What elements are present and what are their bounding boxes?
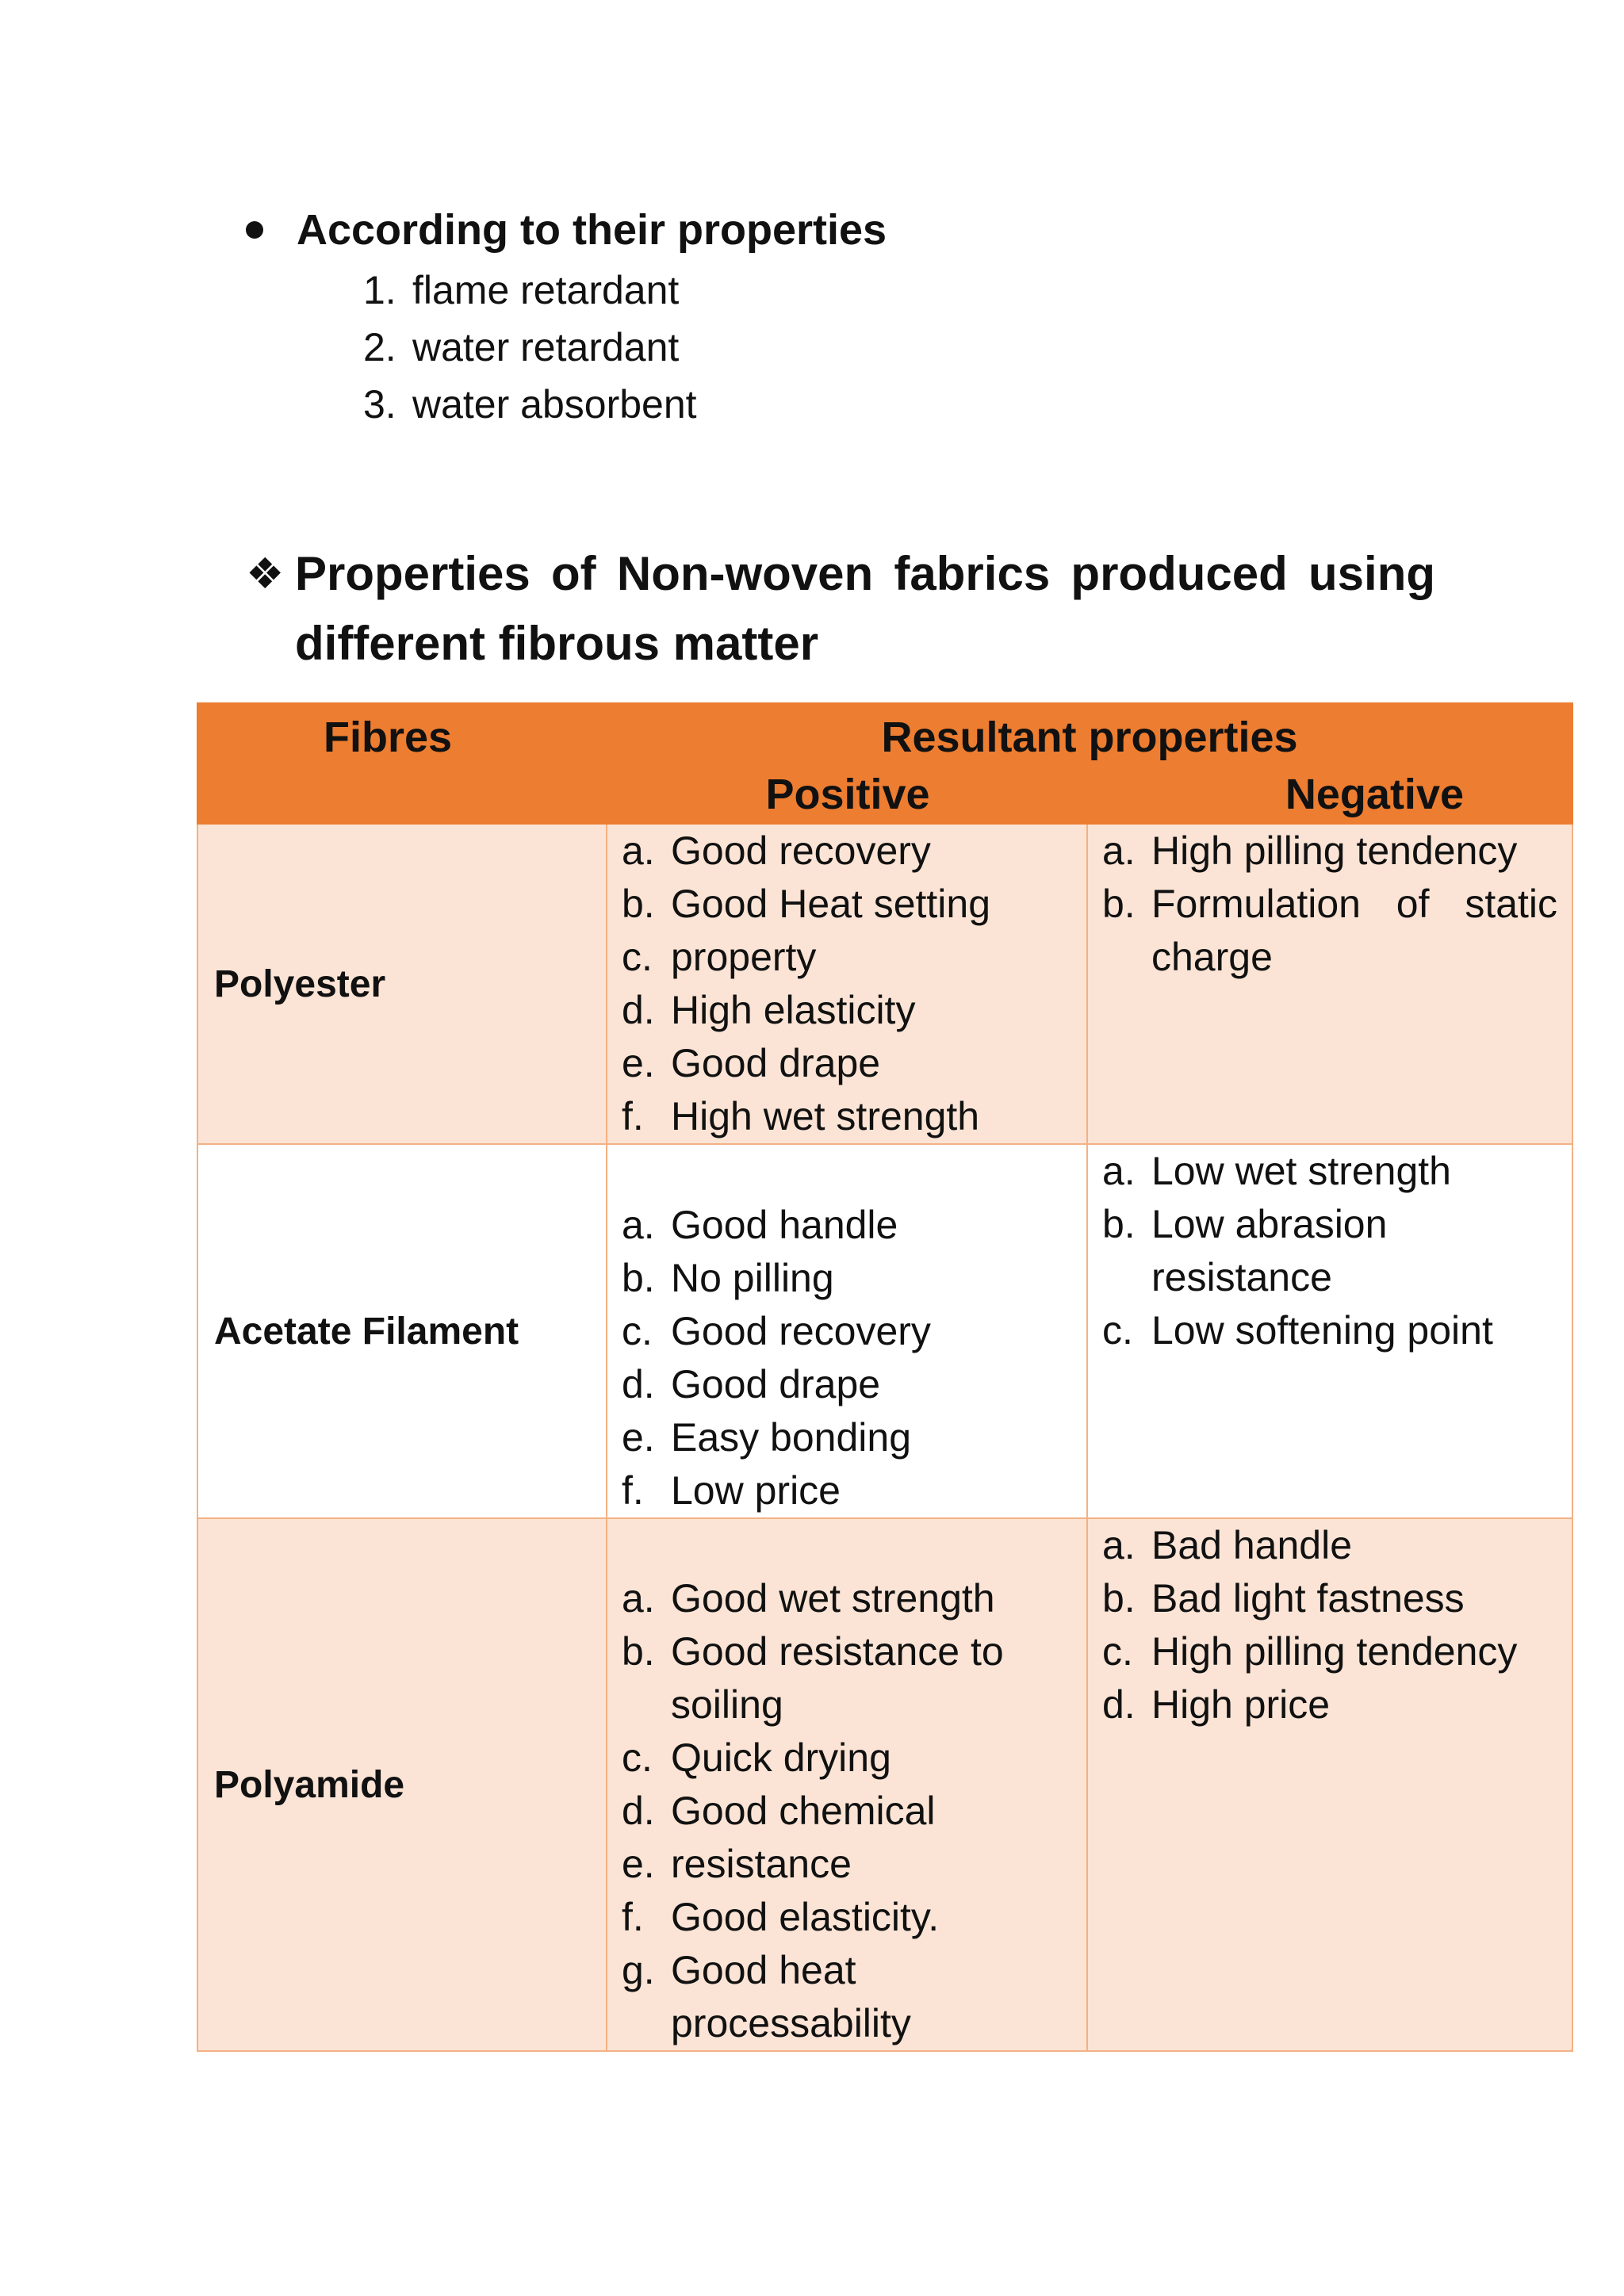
fibre-name: Polyester	[197, 824, 607, 1144]
list-item: b. Good Heat setting	[622, 882, 991, 926]
list-item: a. Bad handle	[1102, 1523, 1353, 1567]
list-item: b. Low abrasion resistance	[1102, 1202, 1388, 1299]
table-row-polyester	[197, 824, 1572, 1144]
header-resultant-properties	[607, 703, 1572, 824]
list-item: c. Good recovery	[622, 1309, 931, 1353]
negative-cell	[1087, 824, 1572, 1144]
fibre-name: Polyamide	[197, 1518, 607, 2051]
bullet-heading: According to their properties	[297, 206, 887, 254]
list-item: a. Good recovery	[622, 828, 931, 873]
numbered-list	[363, 262, 1435, 433]
list-item: c. Low softening point	[1102, 1308, 1493, 1353]
list-item: f. Good elasticity.	[622, 1895, 940, 1939]
table-header-row	[197, 703, 1572, 824]
list-item: f. High wet strength	[622, 1094, 980, 1138]
properties-table	[197, 702, 1573, 2052]
bullet-dot-icon	[246, 221, 263, 239]
list-item: d. High elasticity	[622, 988, 916, 1032]
list-item: e. Good drape	[622, 1041, 881, 1085]
fibre-name: Acetate Filament	[197, 1144, 607, 1518]
negative-cell	[1087, 1518, 1572, 2051]
properties-bullet-section	[246, 198, 1435, 433]
positive-cell	[607, 824, 1087, 1144]
list-item: a. Good handle	[622, 1203, 898, 1247]
list-item: 1. flame retardant	[363, 268, 680, 312]
four-diamond-bullet-icon: ❖	[246, 550, 285, 598]
header-positive: Positive	[765, 771, 930, 818]
section-title: Properties of Non-woven fabrics produced using different fibrous matter	[295, 547, 1435, 670]
list-item: f. Low price	[622, 1468, 841, 1513]
list-item: d. High price	[1102, 1682, 1331, 1727]
list-item: c. Quick drying	[622, 1735, 891, 1780]
table-row-acetate-filament	[197, 1144, 1572, 1518]
negative-cell	[1087, 1144, 1572, 1518]
header-fibres: Fibres	[197, 703, 607, 824]
header-resultant-title: Resultant properties	[881, 714, 1298, 761]
list-item: b. Bad light fastness	[1102, 1576, 1465, 1621]
list-item: b. Good resistance to soiling	[622, 1629, 1004, 1727]
positive-cell	[607, 1144, 1087, 1518]
list-item: b. Formulation of static charge	[1102, 882, 1558, 979]
list-item: c. High pilling tendency	[1102, 1629, 1518, 1674]
bullet-heading-line	[246, 198, 1435, 262]
list-item: g. Good heat processability	[622, 1948, 911, 2045]
list-item: a. Low wet strength	[1102, 1149, 1451, 1193]
list-item: b. No pilling	[622, 1256, 834, 1300]
list-item: d. Good drape	[622, 1362, 881, 1406]
list-item: 3. water absorbent	[363, 382, 697, 427]
list-item: e. Easy bonding	[622, 1415, 912, 1460]
list-item: d. Good chemical	[622, 1789, 936, 1833]
table-row-polyamide	[197, 1518, 1572, 2051]
list-item: a. High pilling tendency	[1102, 828, 1518, 873]
list-item: 2. water retardant	[363, 325, 680, 369]
list-item: e. resistance	[622, 1842, 852, 1886]
list-item: c. property	[622, 935, 817, 979]
list-item: a. Good wet strength	[622, 1576, 995, 1621]
positive-cell	[607, 1518, 1087, 2051]
section-heading	[246, 539, 1435, 679]
header-negative: Negative	[1285, 771, 1465, 818]
